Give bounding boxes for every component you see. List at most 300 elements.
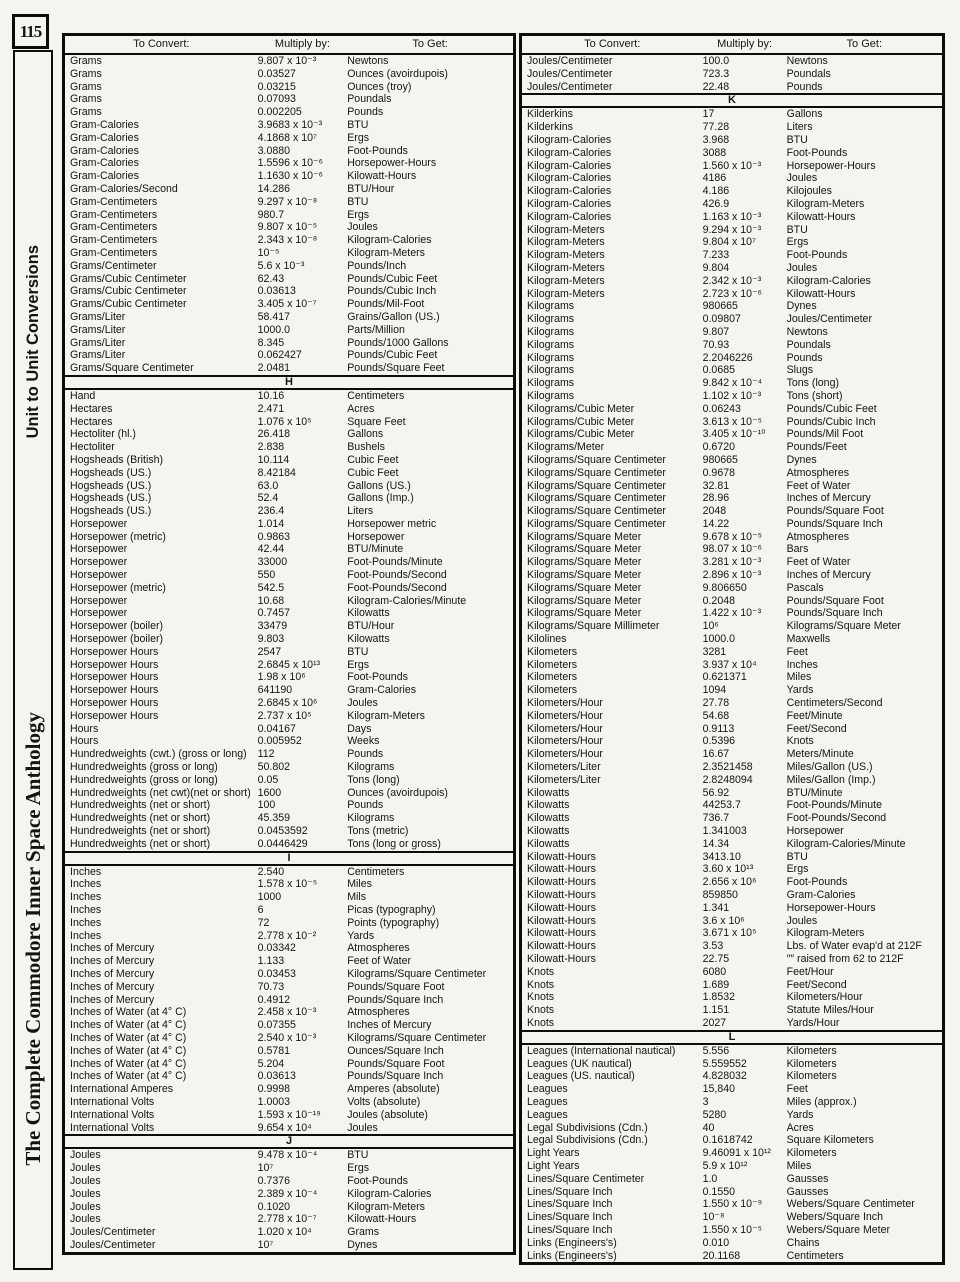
table-row xyxy=(65,955,513,968)
table-row xyxy=(65,787,513,800)
multiply-cell: 0.5396 xyxy=(702,735,735,748)
result-cell: Webers/Square Inch xyxy=(786,1211,883,1224)
multiply-cell: 0.05 xyxy=(257,773,279,786)
table-row xyxy=(522,659,942,672)
result-cell: Feet/Second xyxy=(786,978,847,991)
convert-cell: Hectoliter (hl.) xyxy=(70,428,136,441)
table-row xyxy=(65,735,513,748)
convert-cell: Inches xyxy=(70,891,102,904)
convert-cell: Horsepower (metric) xyxy=(70,530,166,543)
get-column-header: To Get: xyxy=(846,38,883,50)
multiply-cell: 0.03453 xyxy=(257,967,296,980)
result-cell: Knots xyxy=(786,735,814,748)
multiply-cell: 62.43 xyxy=(257,272,285,285)
table-row xyxy=(65,723,513,736)
multiply-cell: 0.07093 xyxy=(257,93,296,106)
result-cell: Kilowatt-Hours xyxy=(786,287,856,300)
multiply-cell: 1.0003 xyxy=(257,1095,291,1108)
multiply-cell: 0.9998 xyxy=(257,1083,291,1096)
result-cell: Kilogram-Meters xyxy=(786,927,865,940)
table-row xyxy=(65,221,513,234)
result-cell: Foot-Pounds/Minute xyxy=(347,556,443,569)
convert-cell: Kilometers/Hour xyxy=(527,722,603,735)
convert-cell: Kilograms/Square Millimeter xyxy=(527,620,660,633)
table-row xyxy=(65,273,513,286)
multiply-cell: 3.405 x 10⁻¹⁰ xyxy=(702,428,766,441)
table-row xyxy=(65,1149,513,1162)
result-cell: Grains/Gallon (US.) xyxy=(347,310,440,323)
table-row xyxy=(522,863,942,876)
multiply-cell: 14.22 xyxy=(702,517,730,530)
multiply-cell: 1.5596 x 10⁻⁶ xyxy=(257,157,323,170)
table-row xyxy=(65,1045,513,1058)
table-row xyxy=(65,891,513,904)
table-row xyxy=(65,324,513,337)
multiply-cell: 14.34 xyxy=(702,837,730,850)
convert-cell: Horsepower (boiler) xyxy=(70,633,164,646)
multiply-cell: 20.1168 xyxy=(702,1249,741,1262)
result-cell: Joules xyxy=(347,1121,378,1134)
convert-cell: Hundredweights (net or short) xyxy=(70,825,211,838)
convert-cell: Grams/Square Centimeter xyxy=(70,362,194,375)
convert-cell: Kilogram-Meters xyxy=(527,287,605,300)
convert-cell: Gram-Calories xyxy=(70,157,139,170)
table-row xyxy=(65,646,513,659)
multiply-cell: 1.341003 xyxy=(702,825,747,838)
table-row xyxy=(65,748,513,761)
convert-cell: Kilograms/Meter xyxy=(527,441,605,454)
multiply-cell: 100 xyxy=(257,799,276,812)
convert-cell: Kilowatt-Hours xyxy=(527,889,596,901)
result-cell: Inches of Mercury xyxy=(786,492,871,505)
multiply-cell: 0.06243 xyxy=(702,402,741,415)
result-cell: Cubic Feet xyxy=(347,453,399,466)
multiply-cell: 100.0 xyxy=(702,55,730,67)
convert-cell: Horsepower Hours xyxy=(70,645,159,658)
table-row xyxy=(522,774,942,787)
table-row xyxy=(522,543,942,556)
multiply-cell: 2.778 x 10⁻⁷ xyxy=(257,1213,317,1226)
multiply-cell: 2.458 x 10⁻³ xyxy=(257,1006,317,1019)
multiply-cell: 7.233 xyxy=(702,249,730,262)
convert-cell: Kilowatts xyxy=(527,786,570,799)
convert-cell: Gram-Centimeters xyxy=(70,221,158,234)
multiply-cell: 0.062427 xyxy=(257,349,302,362)
convert-cell: Hundredweights (net or short) xyxy=(70,837,211,850)
result-cell: Foot-Pounds/Second xyxy=(786,812,887,825)
multiply-cell: 426.9 xyxy=(702,197,730,210)
convert-cell: Grams/Liter xyxy=(70,310,126,323)
result-cell: Gallons (US.) xyxy=(347,479,411,492)
result-cell: Kilometers/Hour xyxy=(786,991,863,1004)
result-cell: Dynes xyxy=(786,453,817,466)
multiply-cell: 9.678 x 10⁻⁵ xyxy=(702,530,763,543)
table-row xyxy=(522,940,942,953)
result-cell: Kilogram-Meters xyxy=(347,246,425,259)
result-cell: Gram-Calories xyxy=(347,684,417,697)
result-cell: Kilograms/Square Centimeter xyxy=(347,967,487,980)
convert-cell: Inches of Water (at 4° C) xyxy=(70,1070,187,1083)
result-cell: Pounds/Square Foot xyxy=(347,1057,445,1070)
table-row xyxy=(65,132,513,145)
convert-cell: Kilograms xyxy=(527,338,575,351)
convert-cell: Horsepower (boiler) xyxy=(70,620,164,633)
result-cell: Ounces/Square Inch xyxy=(347,1044,444,1057)
convert-cell: Kilograms/Square Meter xyxy=(527,543,642,556)
result-cell: BTU/Hour xyxy=(347,620,395,633)
multiply-cell: 9.807 x 10⁻⁵ xyxy=(257,221,318,234)
convert-cell: Kilogram-Calories xyxy=(527,210,612,223)
multiply-cell: 0.6720 xyxy=(702,441,735,454)
table-row xyxy=(65,595,513,608)
convert-cell: Inches of Water (at 4° C) xyxy=(70,1006,187,1019)
result-cell: Kilojoules xyxy=(786,185,832,198)
convert-cell: Hand xyxy=(70,389,96,402)
convert-cell: Kilogram-Meters xyxy=(527,223,605,236)
multiply-cell: 1.102 x 10⁻³ xyxy=(702,389,762,402)
result-cell: Poundals xyxy=(786,338,831,351)
convert-cell: Kilometers/Liter xyxy=(527,761,601,774)
multiply-cell: 112 xyxy=(257,748,275,761)
convert-cell: Kilometers xyxy=(527,645,578,658)
table-row xyxy=(65,93,513,106)
result-cell: Meters/Minute xyxy=(786,748,854,761)
multiply-cell: 1.98 x 10⁶ xyxy=(257,671,306,684)
result-cell: Inches of Mercury xyxy=(347,1019,432,1032)
convert-cell: Gram-Centimeters xyxy=(70,234,158,247)
multiply-cell: 54.68 xyxy=(702,709,730,722)
result-cell: Pounds/Square Foot xyxy=(786,594,884,607)
table-row xyxy=(65,866,513,879)
result-cell: Pounds/Square Foot xyxy=(347,980,445,993)
table-row xyxy=(522,1058,942,1071)
convert-cell: Grams/Cubic Centimeter xyxy=(70,285,187,298)
multiply-cell: 26.418 xyxy=(257,428,291,441)
multiply-cell: 2.342 x 10⁻³ xyxy=(702,274,762,287)
convert-cell: Inches xyxy=(70,916,102,929)
multiply-cell: 70.73 xyxy=(257,980,285,993)
multiply-cell: 1.560 x 10⁻³ xyxy=(702,159,762,172)
table-row xyxy=(65,799,513,812)
table-row xyxy=(522,428,942,441)
result-cell: Pounds xyxy=(786,351,823,364)
table-row xyxy=(65,362,513,375)
result-cell: Amperes (absolute) xyxy=(347,1083,440,1096)
multiply-cell: 3.0880 xyxy=(257,144,291,157)
convert-cell: Horsepower Hours xyxy=(70,671,159,684)
table-row xyxy=(65,505,513,518)
table-row xyxy=(65,812,513,825)
convert-cell: Hectoliter xyxy=(70,441,115,454)
multiply-cell: 1.151 xyxy=(702,1004,730,1017)
convert-cell: Kilowatt-Hours xyxy=(527,901,596,914)
table-row xyxy=(522,275,942,288)
convert-cell: Grams/Liter xyxy=(70,336,126,349)
table-row xyxy=(522,1122,942,1135)
multiply-cell: 10.114 xyxy=(257,453,290,466)
result-cell: ″″ raised from 62 to 212F xyxy=(786,952,904,965)
table-row xyxy=(522,313,942,326)
result-cell: Square Feet xyxy=(347,415,406,428)
table-row xyxy=(65,697,513,710)
result-cell: Dynes xyxy=(347,1238,378,1251)
result-cell: Miles xyxy=(347,878,372,891)
table-row xyxy=(65,311,513,324)
table-row xyxy=(65,1006,513,1019)
convert-cell: Kilograms xyxy=(527,300,575,313)
table-row xyxy=(65,390,513,403)
page-number-badge xyxy=(12,14,49,49)
multiply-cell: 736.7 xyxy=(702,812,730,825)
result-cell: Chains xyxy=(786,1236,820,1249)
sidebar-section-title-wrap xyxy=(15,212,51,472)
multiply-cell: 32.81 xyxy=(702,479,730,492)
table-row xyxy=(522,953,942,966)
convert-cell: Kilograms/Cubic Meter xyxy=(527,415,635,428)
table-row xyxy=(522,1224,942,1237)
table-row xyxy=(522,1211,942,1224)
convert-cell: Horsepower (metric) xyxy=(70,581,166,594)
table-row xyxy=(65,1096,513,1109)
convert-cell: Joules xyxy=(70,1200,101,1213)
result-cell: Foot-Pounds xyxy=(786,876,848,889)
table-row xyxy=(522,646,942,659)
table-row xyxy=(522,1186,942,1199)
table-row xyxy=(522,390,942,403)
table-row xyxy=(65,416,513,429)
sidebar-book-title-wrap xyxy=(15,610,51,1268)
result-cell: Inches of Mercury xyxy=(786,569,871,582)
table-row xyxy=(522,761,942,774)
multiply-cell: 0.010 xyxy=(702,1236,730,1249)
table-row xyxy=(522,1173,942,1186)
multiply-cell: 5.6 x 10⁻³ xyxy=(257,259,305,272)
result-cell: BTU/Hour xyxy=(347,182,395,195)
multiply-cell: 27.78 xyxy=(702,697,730,710)
convert-cell: Kilograms/Square Centimeter xyxy=(527,505,666,518)
table-row xyxy=(522,236,942,249)
table-row xyxy=(65,904,513,917)
multiply-cell: 17 xyxy=(702,108,715,121)
multiply-cell: 0.9863 xyxy=(257,530,291,543)
multiply-cell: 2.0481 xyxy=(257,362,291,375)
multiply-cell: 15,840 xyxy=(702,1083,735,1096)
multiply-cell: 3.937 x 10⁴ xyxy=(702,658,757,671)
multiply-cell: 0.03613 xyxy=(257,1070,296,1083)
result-cell: Newtons xyxy=(347,55,389,67)
convert-cell: Inches of Mercury xyxy=(70,942,155,955)
result-cell: Centimeters/Second xyxy=(786,697,883,710)
result-cell: Foot-Pounds xyxy=(347,144,408,157)
multiply-cell: 6080 xyxy=(702,965,727,978)
multiply-cell: 77.28 xyxy=(702,121,730,134)
multiply-cell: 9.294 x 10⁻³ xyxy=(702,223,762,236)
convert-cell: Kilowatts xyxy=(527,837,570,850)
multiply-cell: 0.0685 xyxy=(702,364,735,377)
multiply-cell: 22.48 xyxy=(702,80,730,93)
multiply-column-header: Multiply by: xyxy=(274,38,330,50)
table-row xyxy=(65,1239,513,1252)
convert-cell: Gram-Calories xyxy=(70,131,139,144)
table-row xyxy=(65,68,513,81)
convert-cell: Inches of Water (at 4° C) xyxy=(70,1057,187,1070)
result-cell: Kilogram-Calories xyxy=(347,234,432,247)
result-cell: Kilometers xyxy=(786,1044,837,1057)
result-cell: Kilometers xyxy=(786,1070,837,1083)
result-cell: Newtons xyxy=(786,325,828,338)
multiply-cell: 4186 xyxy=(702,172,727,185)
convert-cell: Horsepower xyxy=(70,607,128,620)
multiply-cell: 0.0453592 xyxy=(257,825,308,838)
table-row xyxy=(522,416,942,429)
table-row xyxy=(65,285,513,298)
table-row xyxy=(522,185,942,198)
multiply-cell: 4.186 xyxy=(702,185,730,198)
table-row xyxy=(522,198,942,211)
table-row xyxy=(65,1032,513,1045)
result-cell: Kilowatts xyxy=(347,633,390,646)
multiply-cell: 1.133 xyxy=(257,955,285,968)
result-cell: Atmospheres xyxy=(347,1006,410,1019)
table-row xyxy=(65,81,513,94)
convert-cell: Joules/Centimeter xyxy=(70,1226,156,1239)
convert-cell: Grams xyxy=(70,80,102,93)
multiply-cell: 0.621371 xyxy=(702,671,747,684)
result-cell: Tons (metric) xyxy=(347,825,409,838)
multiply-cell: 72 xyxy=(257,916,270,929)
multiply-cell: 2.6845 x 10¹³ xyxy=(257,658,321,671)
conversion-table-right xyxy=(519,33,945,1265)
multiply-cell: 236.4 xyxy=(257,505,285,518)
result-cell: Gallons xyxy=(786,108,823,121)
table-row xyxy=(522,480,942,493)
table-row xyxy=(65,838,513,851)
sidebar-section-title: Unit to Unit Conversions xyxy=(23,245,42,439)
convert-cell: Kilogram-Calories xyxy=(527,159,612,172)
table-row xyxy=(65,878,513,891)
convert-cell: Kilderkins xyxy=(527,108,573,121)
convert-cell: International Volts xyxy=(70,1108,155,1121)
result-cell: Gausses xyxy=(786,1172,829,1185)
table-row xyxy=(522,1004,942,1017)
result-cell: Joules xyxy=(786,172,818,185)
table-row xyxy=(522,518,942,531)
convert-cell: Inches xyxy=(70,929,102,942)
table-row xyxy=(65,994,513,1007)
convert-cell: Grams xyxy=(70,67,102,80)
convert-cell: Grams/Liter xyxy=(70,349,126,362)
convert-cell: Light Years xyxy=(527,1159,580,1172)
result-cell: Atmospheres xyxy=(786,530,850,543)
result-cell: Lbs. of Water evap'd at 212F xyxy=(786,940,922,953)
table-row xyxy=(522,838,942,851)
multiply-cell: 40 xyxy=(702,1121,715,1134)
convert-column-header: To Convert: xyxy=(584,38,641,50)
multiply-cell: 2.3521458 xyxy=(702,761,753,774)
table-row xyxy=(522,556,942,569)
convert-cell: Kilometers/Hour xyxy=(527,735,603,748)
convert-cell: Inches of Mercury xyxy=(70,993,155,1006)
result-cell: Pounds/Cubic Inch xyxy=(786,415,876,428)
convert-cell: Leagues xyxy=(527,1095,568,1108)
table-row xyxy=(65,1162,513,1175)
multiply-cell: 1.8532 xyxy=(702,991,735,1004)
table-row xyxy=(522,633,942,646)
convert-cell: Kilogram-Meters xyxy=(527,261,605,274)
convert-cell: Hogsheads (British) xyxy=(70,453,164,466)
result-cell: Maxwells xyxy=(786,633,831,646)
convert-cell: Kilogram-Calories xyxy=(527,197,612,210)
result-cell: Tons (short) xyxy=(786,389,843,402)
result-cell: Gallons xyxy=(347,428,384,441)
table-row xyxy=(65,55,513,68)
convert-cell: Kilometers/Hour xyxy=(527,709,603,722)
table-row xyxy=(65,1188,513,1201)
table-row xyxy=(522,403,942,416)
result-cell: Ergs xyxy=(347,1162,370,1175)
multiply-cell: 3281 xyxy=(702,645,727,658)
multiply-cell: 1.550 x 10⁻⁹ xyxy=(702,1198,763,1211)
table-row xyxy=(65,157,513,170)
convert-cell: Kilolines xyxy=(527,633,567,646)
table-row xyxy=(522,339,942,352)
result-cell: Feet of Water xyxy=(786,479,851,492)
result-cell: Gausses xyxy=(786,1185,829,1198)
convert-cell: Horsepower Hours xyxy=(70,684,159,697)
multiply-cell: 8.345 xyxy=(257,336,285,349)
result-cell: Feet of Water xyxy=(347,955,412,968)
convert-cell: Grams/Cubic Centimeter xyxy=(70,298,187,311)
table-row xyxy=(65,247,513,260)
result-cell: Kilogram-Meters xyxy=(347,1200,425,1213)
result-cell: Days xyxy=(347,722,372,735)
table-row xyxy=(522,1109,942,1122)
convert-cell: Kilograms/Square Meter xyxy=(527,556,642,569)
result-cell: Pounds/Cubic Feet xyxy=(347,272,438,285)
result-cell: Acres xyxy=(786,1121,814,1134)
result-cell: Ergs xyxy=(786,863,809,876)
convert-cell: Lines/Square Inch xyxy=(527,1211,613,1224)
convert-cell: Horsepower Hours xyxy=(70,709,159,722)
result-cell: Yards xyxy=(786,684,814,697)
multiply-cell: 9.297 x 10⁻⁸ xyxy=(257,195,318,208)
table-row xyxy=(522,1134,942,1147)
convert-cell: Kilograms/Square Centimeter xyxy=(527,492,666,505)
multiply-cell: 9.807 xyxy=(702,325,730,338)
multiply-cell: 0.9113 xyxy=(702,722,735,735)
result-cell: Horsepower metric xyxy=(347,517,437,530)
result-cell: Gram-Calories xyxy=(786,889,856,901)
convert-cell: Horsepower xyxy=(70,517,128,530)
multiply-cell: 2.737 x 10⁵ xyxy=(257,709,312,722)
table-row xyxy=(65,825,513,838)
multiply-cell: 22.75 xyxy=(702,952,730,965)
convert-cell: Grams/Centimeter xyxy=(70,259,157,272)
multiply-cell: 0.0446429 xyxy=(257,837,308,850)
table-row xyxy=(65,569,513,582)
result-cell: Dynes xyxy=(786,300,817,313)
multiply-cell: 2.723 x 10⁻⁶ xyxy=(702,287,763,300)
convert-cell: Hours xyxy=(70,722,99,735)
result-cell: Joules xyxy=(347,221,378,234)
table-row xyxy=(65,298,513,311)
table-row xyxy=(522,851,942,864)
multiply-cell: 3.53 xyxy=(702,940,724,953)
multiply-cell: 2.471 xyxy=(257,402,285,415)
result-cell: Pounds xyxy=(347,799,384,812)
convert-cell: Leagues (International nautical) xyxy=(527,1044,676,1057)
multiply-cell: 44253.7 xyxy=(702,799,741,812)
